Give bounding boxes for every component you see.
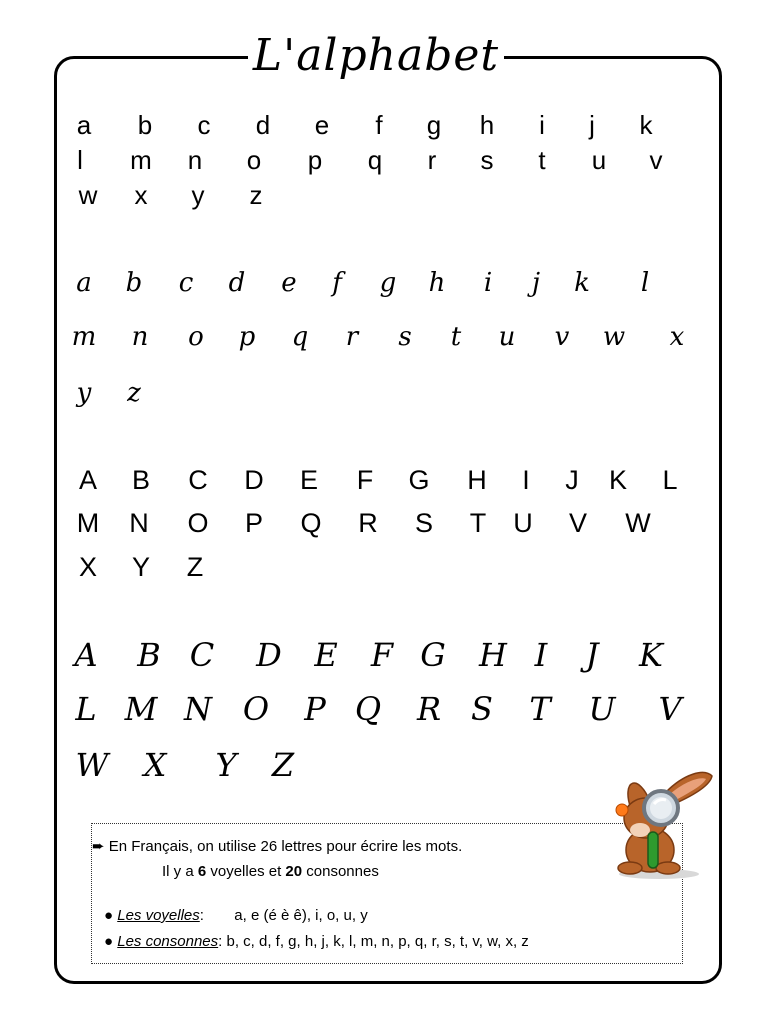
cursive-uppercase-letter: X: [143, 746, 167, 784]
print-lowercase-letter: t: [538, 145, 546, 175]
print-lowercase-letter: a: [76, 110, 92, 140]
consonant-count: 20: [285, 863, 303, 880]
cursive-lowercase-letter: d: [228, 268, 246, 298]
cursive-lowercase-letter: o: [188, 322, 204, 352]
print-lowercase-letter: q: [367, 145, 383, 175]
print-lowercase-letter: d: [255, 110, 271, 140]
info-text: Il y a: [162, 863, 198, 880]
print-uppercase-letter: A: [78, 465, 98, 495]
cursive-uppercase-letter: Z: [271, 746, 295, 784]
print-uppercase-letter: U: [513, 508, 533, 538]
info-text: consonnes: [302, 863, 379, 880]
print-uppercase-letter: K: [608, 465, 628, 495]
cursive-uppercase-letter: L: [75, 690, 97, 728]
print-lowercase-letter: i: [539, 110, 545, 140]
cursive-lowercase-letter: p: [238, 322, 256, 352]
print-lowercase-letter: e: [314, 110, 330, 140]
print-uppercase-letter: Y: [131, 552, 151, 582]
print-lowercase-letter: z: [249, 180, 263, 210]
print-uppercase-letter: B: [131, 465, 151, 495]
print-lowercase-letter: w: [78, 180, 98, 210]
cursive-uppercase-letter: W: [75, 746, 109, 784]
cursive-lowercase-letter: l: [640, 268, 650, 298]
info-sentence-1: En Français, on utilise 26 lettres pour écrire les mots.: [108, 838, 463, 855]
cursive-uppercase-letter: P: [304, 690, 326, 728]
cursive-lowercase-letter: b: [125, 268, 143, 298]
cursive-lowercase-letter: y: [76, 378, 92, 408]
print-lowercase-letter: s: [480, 145, 494, 175]
cursive-lowercase-letter: h: [428, 268, 446, 298]
cursive-uppercase-letter: J: [585, 636, 599, 674]
print-uppercase-letter: C: [188, 465, 208, 495]
page-title: L'alphabet: [252, 30, 500, 81]
cursive-uppercase-letter: D: [256, 636, 282, 674]
arrow-icon: ➨: [92, 838, 105, 855]
cursive-lowercase-letter: k: [574, 268, 590, 298]
print-uppercase-letter: W: [625, 508, 651, 538]
cursive-uppercase-letter: F: [370, 636, 394, 674]
print-uppercase-letter: H: [467, 465, 487, 495]
print-lowercase-letter: f: [375, 110, 383, 140]
cursive-lowercase-letter: x: [669, 322, 685, 352]
print-uppercase-letter: D: [244, 465, 264, 495]
cursive-uppercase-letter: E: [314, 636, 338, 674]
print-uppercase-letter: S: [414, 508, 434, 538]
cursive-lowercase-letter: r: [345, 322, 359, 352]
consonants-colon: :: [218, 933, 223, 950]
cursive-uppercase-letter: K: [639, 636, 663, 674]
bullet-icon: ●: [104, 907, 114, 924]
print-lowercase-letter: u: [591, 145, 607, 175]
cursive-lowercase-letter: w: [602, 322, 626, 352]
bullet-icon: ●: [104, 933, 114, 950]
print-lowercase-letter: c: [197, 110, 211, 140]
cursive-lowercase-letter: z: [127, 378, 141, 408]
print-uppercase-letter: N: [129, 508, 149, 538]
cursive-uppercase-letter: O: [242, 690, 270, 728]
consonants-label: Les consonnes: [117, 933, 219, 950]
consonants-list: b, c, d, f, g, h, j, k, l, m, n, p, q, r, s, t, v, w, x, z: [226, 933, 529, 950]
cursive-uppercase-letter: T: [529, 690, 551, 728]
info-line-2: [162, 863, 379, 880]
print-lowercase-letter: x: [134, 180, 148, 210]
cursive-lowercase-letter: a: [76, 268, 92, 298]
print-lowercase-letter: g: [426, 110, 442, 140]
print-lowercase-letter: n: [187, 145, 203, 175]
print-lowercase-letter: h: [479, 110, 495, 140]
print-uppercase-letter: P: [244, 508, 264, 538]
cursive-lowercase-letter: v: [554, 322, 570, 352]
cursive-lowercase-letter: f: [332, 268, 342, 298]
print-lowercase-letter: y: [191, 180, 205, 210]
cursive-uppercase-letter: Q: [354, 690, 382, 728]
print-uppercase-letter: V: [568, 508, 588, 538]
rabbit-magnifier-icon: [604, 770, 716, 880]
consonants-line: [104, 933, 529, 950]
vowels-list: a, e (é è ê), i, o, u, y: [234, 907, 368, 924]
cursive-lowercase-letter: m: [71, 322, 97, 352]
cursive-uppercase-letter: S: [471, 690, 493, 728]
print-lowercase-letter: v: [649, 145, 663, 175]
cursive-lowercase-letter: g: [379, 268, 397, 298]
cursive-lowercase-letter: i: [483, 268, 493, 298]
cursive-lowercase-letter: u: [498, 322, 516, 352]
cursive-lowercase-letter: q: [291, 322, 309, 352]
info-text: voyelles et: [206, 863, 286, 880]
cursive-uppercase-letter: C: [189, 636, 215, 674]
print-uppercase-letter: Z: [186, 552, 204, 582]
vowels-line: [104, 907, 368, 924]
print-lowercase-letter: m: [130, 145, 152, 175]
print-uppercase-letter: M: [76, 508, 100, 538]
print-lowercase-letter: l: [77, 145, 83, 175]
cursive-uppercase-letter: V: [658, 690, 682, 728]
print-uppercase-letter: I: [522, 465, 530, 495]
cursive-lowercase-letter: s: [398, 322, 412, 352]
print-lowercase-letter: r: [427, 145, 437, 175]
info-box: [91, 823, 683, 964]
print-lowercase-letter: o: [246, 145, 262, 175]
cursive-uppercase-letter: Y: [215, 746, 237, 784]
cursive-uppercase-letter: G: [420, 636, 446, 674]
cursive-uppercase-letter: N: [184, 690, 212, 728]
cursive-uppercase-letter: H: [479, 636, 507, 674]
cursive-lowercase-letter: t: [450, 322, 462, 352]
info-line-1: [92, 837, 462, 855]
vowels-label: Les voyelles: [117, 907, 200, 924]
cursive-lowercase-letter: j: [531, 268, 541, 298]
print-uppercase-letter: J: [565, 465, 579, 495]
print-uppercase-letter: R: [358, 508, 378, 538]
print-uppercase-letter: X: [78, 552, 98, 582]
print-lowercase-letter: p: [307, 145, 323, 175]
print-uppercase-letter: E: [299, 465, 319, 495]
cursive-lowercase-letter: e: [281, 268, 297, 298]
vowel-count: 6: [197, 863, 207, 880]
cursive-uppercase-letter: I: [534, 636, 548, 674]
cursive-uppercase-letter: M: [124, 690, 158, 728]
title-box: [248, 26, 504, 86]
cursive-lowercase-letter: n: [131, 322, 149, 352]
print-lowercase-letter: b: [137, 110, 153, 140]
cursive-uppercase-letter: R: [416, 690, 442, 728]
print-lowercase-letter: j: [589, 110, 595, 140]
cursive-lowercase-letter: c: [178, 268, 194, 298]
cursive-uppercase-letter: B: [137, 636, 161, 674]
print-uppercase-letter: L: [662, 465, 678, 495]
print-uppercase-letter: G: [408, 465, 430, 495]
print-uppercase-letter: O: [187, 508, 209, 538]
print-uppercase-letter: F: [356, 465, 374, 495]
print-uppercase-letter: Q: [300, 508, 322, 538]
cursive-uppercase-letter: A: [74, 636, 98, 674]
vowels-colon: :: [199, 907, 204, 924]
cursive-uppercase-letter: U: [588, 690, 616, 728]
print-uppercase-letter: T: [469, 508, 487, 538]
print-lowercase-letter: k: [639, 110, 653, 140]
